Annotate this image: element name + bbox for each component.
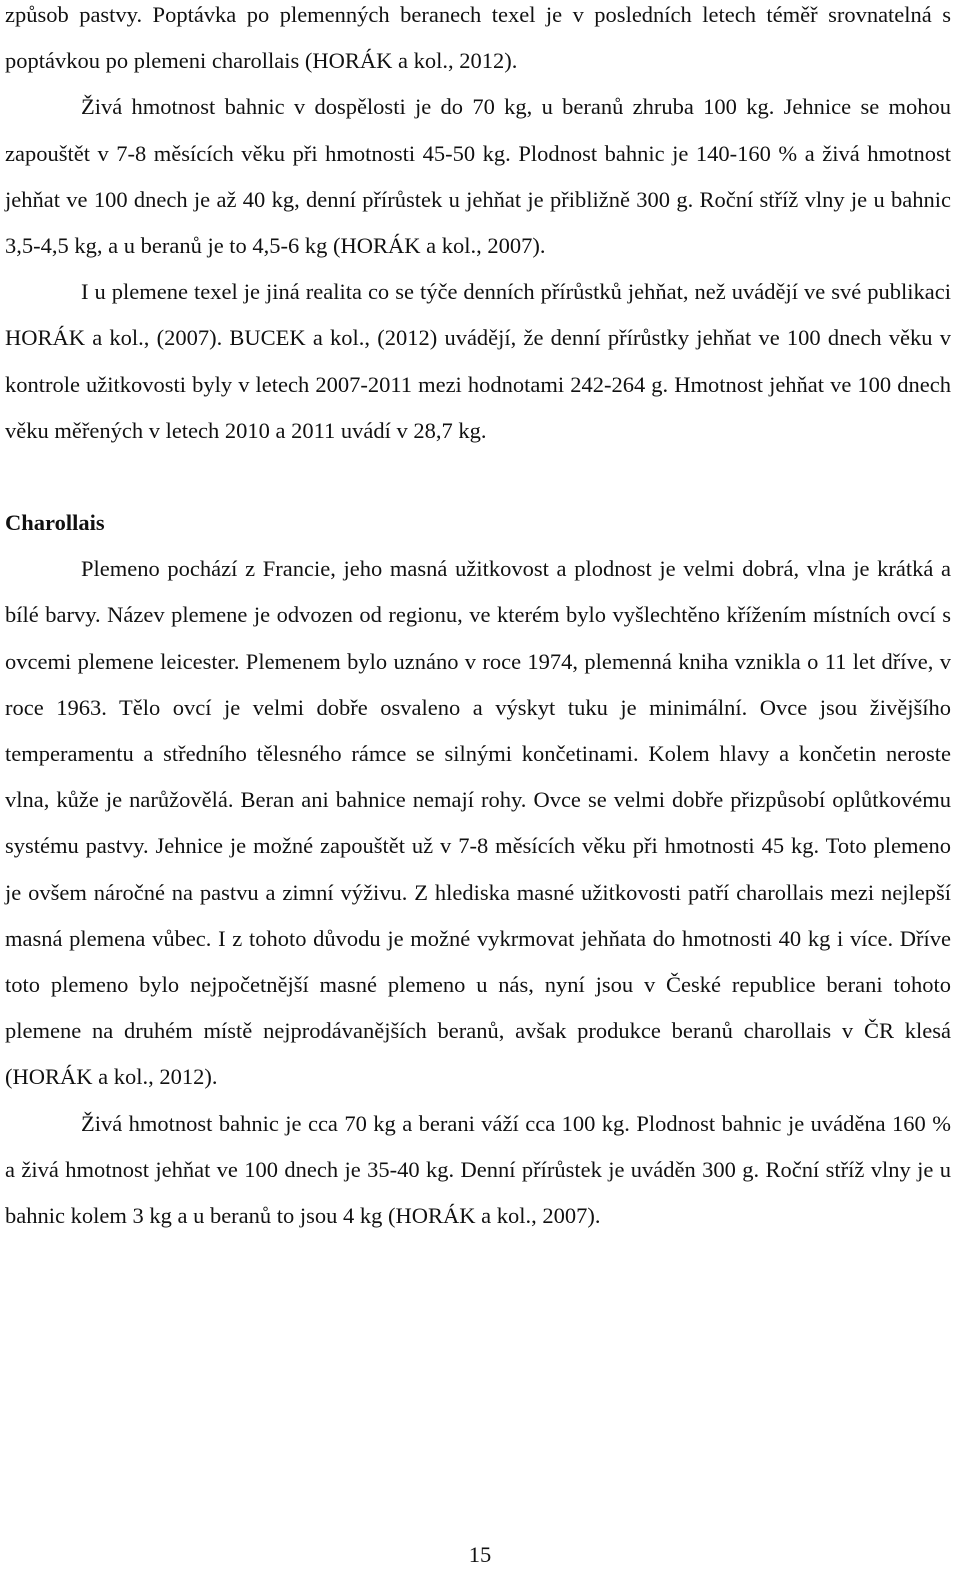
- paragraph-texel-reality: I u plemene texel je jiná realita co se týče denních přírůstků jehňat, než uvádějí ve své publikaci HORÁK a kol., (2007). BUCEK a kol., (2012) uvádějí, že denní přírůstky jehňat ve 100 dnech věku v kontrole užitkovosti byly v letech 2007-2011 mezi hodnotami 242-264 g. Hmotnost jehňat ve 100 dnech věku měřených v letech 2010 a 2011 uvádí v 28,7 kg.: [5, 279, 951, 443]
- paragraph-texel-weights: Živá hmotnost bahnic v dospělosti je do 70 kg, u beranů zhruba 100 kg. Jehnice se mohou zapouštět v 7-8 měsících věku při hmotnosti 45-50 kg. Plodnost bahnic je 140-160 % a živá hmotnost jehňat ve 100 dnech je až 40 kg, denní přírůstek u jehňat je přibližně 300 g. Roční stříž vlny je u bahnic 3,5-4,5 kg, a u beranů je to 4,5-6 kg (HORÁK a kol., 2007).: [5, 94, 951, 259]
- section-heading-charollais: Charollais: [5, 510, 105, 536]
- page-number: 15: [468, 1542, 492, 1567]
- paragraph-intro-continued: způsob pastvy. Poptávka po plemenných beranech texel je v posledních letech téměř srovnatelná s poptávkou po plemeni charollais (HORÁK a kol., 2012).: [5, 2, 951, 74]
- section-spacer: [5, 454, 951, 500]
- paragraph-charollais-description: Plemeno pochází z Francie, jeho masná užitkovost a plodnost je velmi dobrá, vlna je krátká a bílé barvy. Název plemene je odvozen od regionu, ve kterém bylo vyšlechtěno křížením místních ovcí s ovcemi plemene leicester. Plemenem bylo uznáno v roce 1974, plemenná kniha vznikla o 11 let dříve, v roce 1963. Tělo ovcí je velmi dobře osvaleno a výskyt tuku je minimální. Ovce jsou živějšího temperamentu a středního tělesného rámce se silnými končetinami. Kolem hlavy a končetin neroste vlna, kůže je narůžovělá. Beran ani bahnice nemají rohy. Ovce se velmi dobře přizpůsobí oplůtkovému systému pastvy. Jehnice je možné zapouštět už v 7-8 měsících věku při hmotnosti 45 kg. Toto plemeno je ovšem náročné na pastvu a zimní výživu. Z hlediska masné užitkovosti patří charollais mezi nejlepší masná plemena vůbec. I z tohoto důvodu je možné vykrmovat jehňata do hmotnosti 40 kg i více. Dříve toto plemeno bylo nejpočetnější masné plemeno u nás, nyní jsou v České republice berani tohoto plemene na druhém místě nejprodávanějších beranů, avšak produkce beranů charollais v ČR klesá (HORÁK a kol., 2012).: [5, 556, 951, 1090]
- paragraph-charollais-weights: Živá hmotnost bahnic je cca 70 kg a berani váží cca 100 kg. Plodnost bahnic je uváděna 160 % a živá hmotnost jehňat ve 100 dnech je 35-40 kg. Denní přírůstek je uváděn 300 g. Roční stříž vlny je u bahnic kolem 3 kg a u beranů to jsou 4 kg (HORÁK a kol., 2007).: [5, 1110, 951, 1229]
- page-body: [5, 0, 951, 1239]
